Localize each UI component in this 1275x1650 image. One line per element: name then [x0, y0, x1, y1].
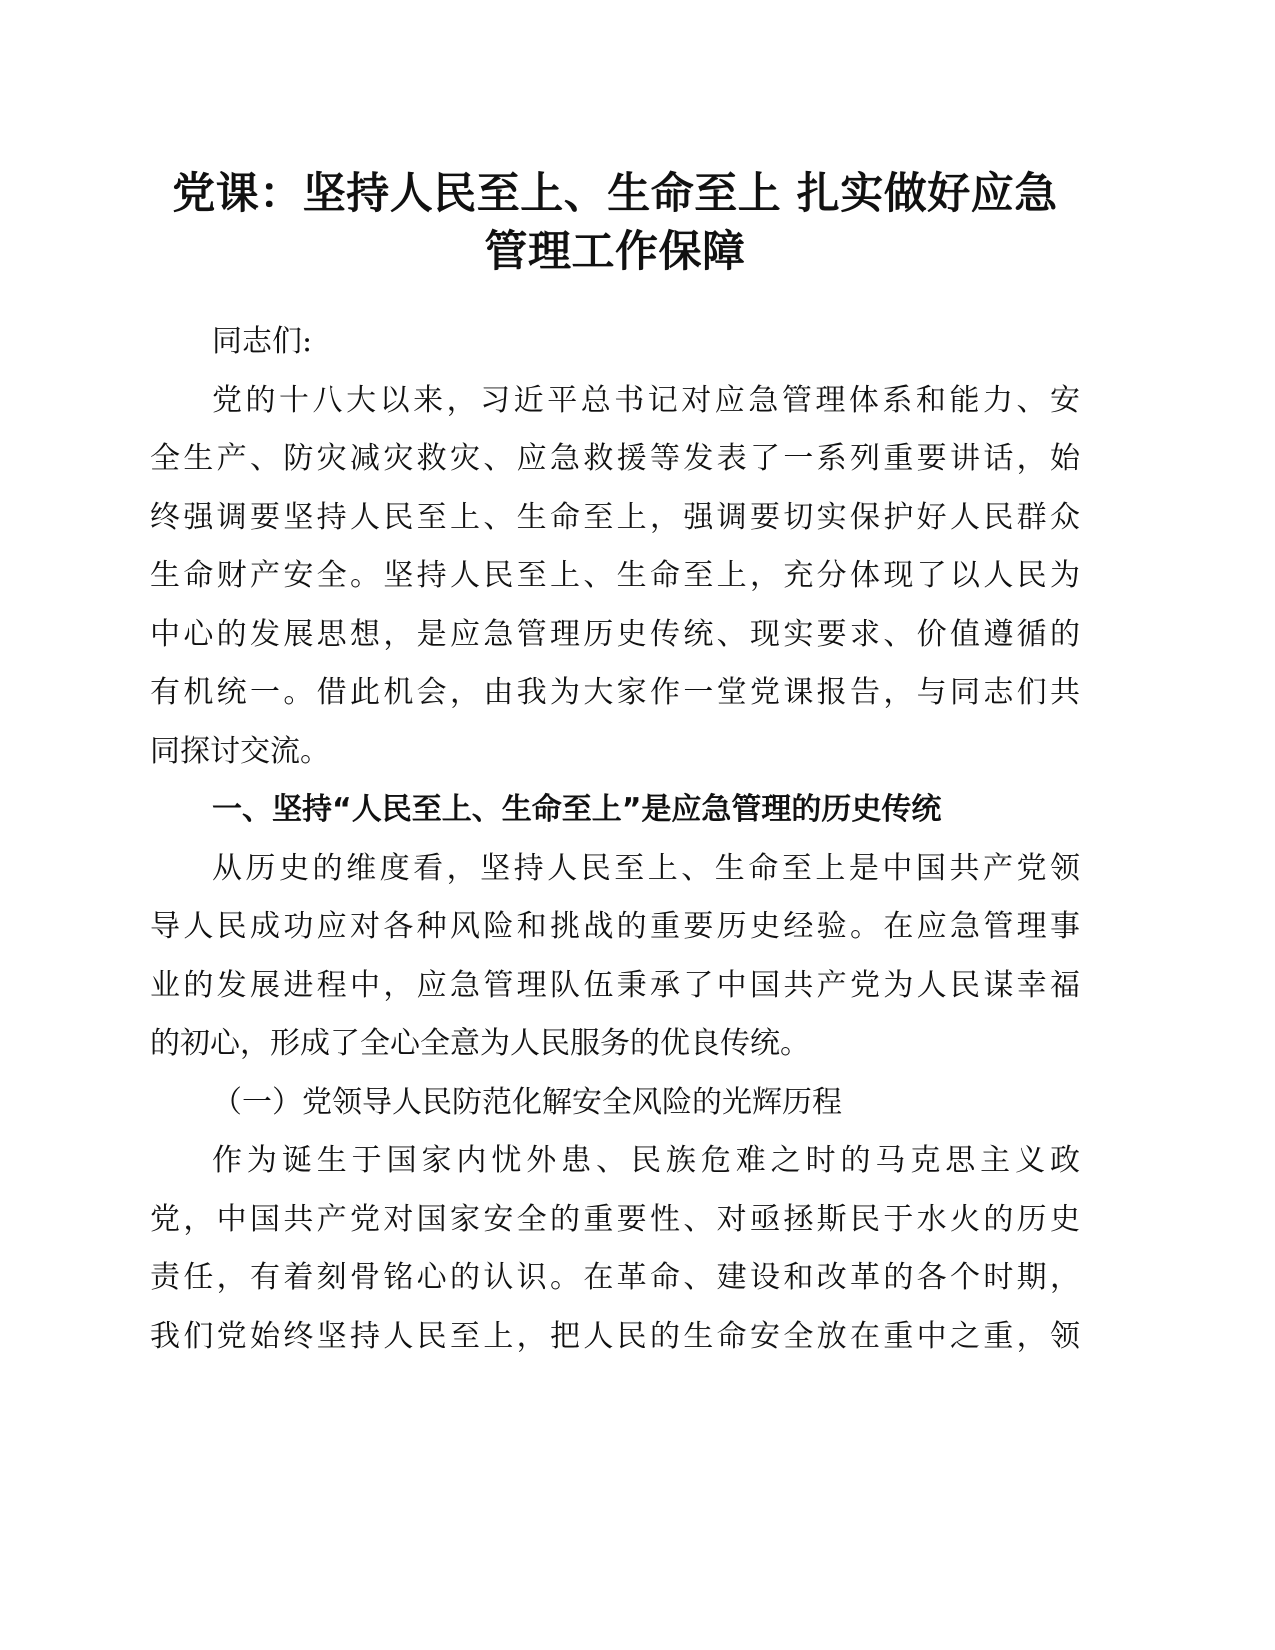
paragraph-line: 有机统一。借此机会，由我为大家作一堂党课报告，与同志们共	[150, 675, 1080, 710]
paragraph-line: 党的十八大以来，习近平总书记对应急管理体系和能力、安	[212, 382, 1080, 418]
paragraph-line: 全生产、防灾减灾救灾、应急救援等发表了一系列重要讲话，始	[150, 441, 1080, 476]
paragraph-line: 的初心，形成了全心全意为人民服务的优良传统。	[150, 1026, 810, 1061]
subsection-heading-1: （一）党领导人民防范化解安全风险的光辉历程	[212, 1084, 842, 1120]
paragraph-line: 生命财产安全。坚持人民至上、生命至上，充分体现了以人民为	[150, 558, 1080, 593]
paragraph-line: 同探讨交流。	[150, 733, 330, 769]
paragraph-line: 从历史的维度看，坚持人民至上、生命至上是中国共产党领	[212, 850, 1080, 886]
paragraph-2	[150, 840, 1080, 1074]
section-heading-1: 一、坚持“人民至上、生命至上”是应急管理的历史传统	[212, 792, 942, 827]
document-title	[150, 165, 1080, 281]
title-line-2: 管理工作保障	[484, 227, 746, 277]
title-line-1: 党课：坚持人民至上、生命至上 扎实做好应急	[172, 169, 1058, 219]
paragraph-line: 导人民成功应对各种风险和挑战的重要历史经验。在应急管理事	[150, 909, 1080, 944]
paragraph-line: 中心的发展思想，是应急管理历史传统、现实要求、价值遵循的	[150, 616, 1080, 652]
paragraph-line: 责任，有着刻骨铭心的认识。在革命、建设和改革的各个时期，	[150, 1260, 1080, 1295]
document-page	[150, 165, 1080, 1366]
paragraph-line: 业的发展进程中，应急管理队伍秉承了中国共产党为人民谋幸福	[150, 967, 1080, 1003]
paragraph-1	[150, 372, 1080, 782]
paragraph-line: 终强调要坚持人民至上、生命至上，强调要切实保护好人民群众	[150, 499, 1080, 535]
paragraph-line: 作为诞生于国家内忧外患、民族危难之时的马克思主义政	[212, 1143, 1080, 1178]
paragraph-line: 党，中国共产党对国家安全的重要性、对亟拯斯民于水火的历史	[150, 1201, 1080, 1237]
paragraph-3	[150, 1132, 1080, 1366]
salutation: 同志们:	[212, 324, 313, 359]
paragraph-line: 我们党始终坚持人民至上，把人民的生命安全放在重中之重，领	[150, 1318, 1080, 1354]
